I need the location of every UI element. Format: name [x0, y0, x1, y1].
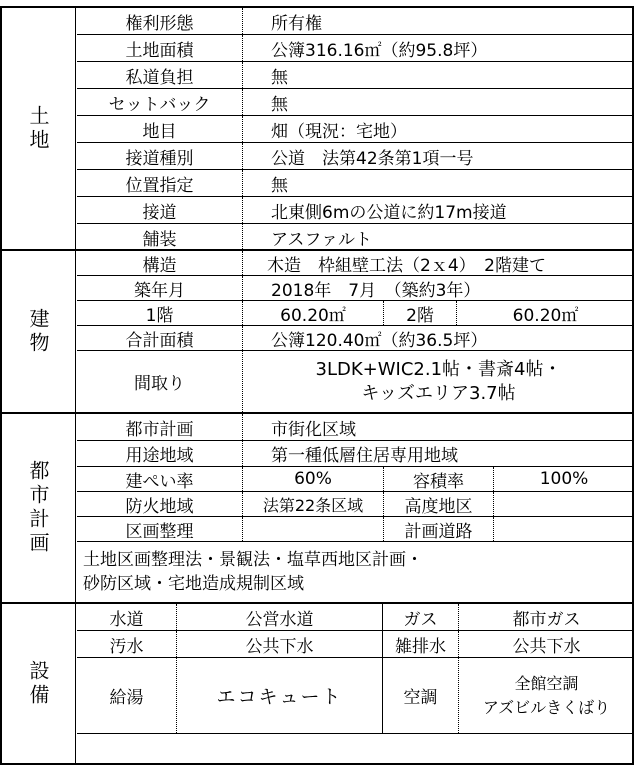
hot-water-key: 給湯 [77, 658, 177, 733]
bcr-key: 建ぺい率 [77, 467, 243, 491]
land-value: 無 [271, 67, 288, 88]
far-value: 100% [539, 469, 589, 489]
drain-value: 公共下水 [512, 636, 581, 657]
table-row [77, 89, 632, 116]
building-section [0, 251, 634, 414]
land-value: 公簿316.16㎡（約95.8坪） [271, 40, 488, 61]
table-row [77, 414, 632, 441]
fire-zone-key: 防火地域 [77, 492, 243, 516]
readjustment-key: 区画整理 [77, 517, 243, 541]
table-row [77, 492, 632, 517]
floor1-key: 1階 [77, 301, 243, 325]
land-value: 所有権 [271, 13, 322, 34]
drain-key: 雑排水 [383, 631, 459, 657]
land-key: 私道負担 [77, 62, 243, 88]
table-row [77, 604, 632, 631]
gas-value: 都市ガス [512, 609, 581, 630]
bcr-value: 60% [243, 467, 384, 491]
planning-note-line2: 砂防区域・宅地造成規制区域 [83, 574, 304, 594]
city-plan-key: 都市計画 [77, 414, 243, 440]
land-key: 位置指定 [77, 170, 243, 196]
ac-value: 全館空調 アズビルきくばり [482, 673, 611, 717]
table-row [77, 658, 632, 734]
land-key: 土地面積 [77, 35, 243, 61]
table-row [77, 35, 632, 62]
total-area-key: 合計面積 [77, 326, 243, 350]
table-row [77, 441, 632, 467]
height-district-key: 高度地区 [384, 492, 494, 516]
table-row [77, 116, 632, 143]
zoning-key: 用途地域 [77, 441, 243, 466]
built-key: 築年月 [77, 276, 243, 300]
sewage-value: 公共下水 [177, 631, 383, 657]
table-row [77, 326, 632, 351]
table-row [77, 517, 632, 542]
facilities-section-label: 設備 [2, 604, 76, 763]
planning-section [0, 414, 634, 604]
built-value: 2018年 7月 （築約3年） [271, 280, 481, 300]
table-row [77, 170, 632, 197]
height-district-value [494, 492, 634, 516]
hot-water-value: エコキュート [177, 658, 383, 733]
facilities-section [0, 604, 634, 765]
land-key: 接道種別 [77, 143, 243, 169]
layout-value: 3LDK+WIC2.1帖・書斎4帖・ キッズエリア3.7帖 [315, 358, 562, 404]
land-value: 北東側6mの公道に約17m接道 [271, 202, 507, 223]
land-key: 接道 [77, 197, 243, 223]
planned-road-value [494, 517, 634, 541]
table-row [77, 143, 632, 170]
sewage-key: 汚水 [77, 631, 177, 657]
planning-notes-row [77, 542, 632, 602]
table-row [77, 301, 632, 326]
water-value: 公営水道 [177, 604, 383, 630]
table-row [77, 62, 632, 89]
land-key: 地目 [77, 116, 243, 142]
land-key: セットバック [77, 89, 243, 115]
table-row [77, 251, 632, 276]
land-section [0, 6, 634, 251]
land-key: 舗装 [77, 224, 243, 251]
land-value: アスファルト [271, 230, 372, 250]
water-key: 水道 [77, 604, 177, 630]
planning-section-label: 都市計画 [2, 414, 76, 602]
land-rows [77, 8, 632, 249]
far-key: 容積率 [384, 467, 494, 491]
land-value: 無 [271, 175, 288, 196]
planned-road-key: 計画道路 [384, 517, 494, 541]
table-row [77, 631, 632, 658]
floor2-key: 2階 [384, 301, 457, 325]
floor1-value: 60.20㎡ [243, 301, 384, 325]
table-row [77, 8, 632, 35]
empty-row [77, 734, 632, 763]
fire-zone-value: 法第22条区域 [243, 492, 384, 516]
city-plan-value: 市街化区域 [271, 419, 356, 440]
table-row [77, 351, 632, 412]
readjustment-value [243, 517, 384, 541]
table-row [77, 467, 632, 492]
table-row [77, 276, 632, 301]
land-value: 畑（現況：宅地） [271, 121, 407, 142]
gas-key: ガス [383, 604, 459, 630]
structure-key: 構造 [77, 251, 243, 275]
building-section-label: 建物 [2, 251, 76, 412]
land-value: 公道 法第42条第1項一号 [271, 148, 474, 169]
zoning-value: 第一種低層住居専用地域 [271, 446, 458, 466]
table-row [77, 197, 632, 224]
land-section-label: 土地 [2, 8, 76, 249]
structure-value: 木造 枠組壁工法（2ｘ4） 2階建て [267, 255, 546, 275]
floor2-value: 60.20㎡ [512, 305, 579, 325]
land-key: 権利形態 [77, 8, 243, 34]
table-row [77, 224, 632, 251]
planning-note-line1: 土地区画整理法・景観法・塩草西地区計画・ [83, 550, 423, 570]
ac-key: 空調 [383, 658, 459, 733]
total-area-value: 公簿120.40㎡（約36.5坪） [271, 330, 488, 350]
layout-key: 間取り [77, 351, 243, 412]
land-value: 無 [271, 94, 288, 115]
